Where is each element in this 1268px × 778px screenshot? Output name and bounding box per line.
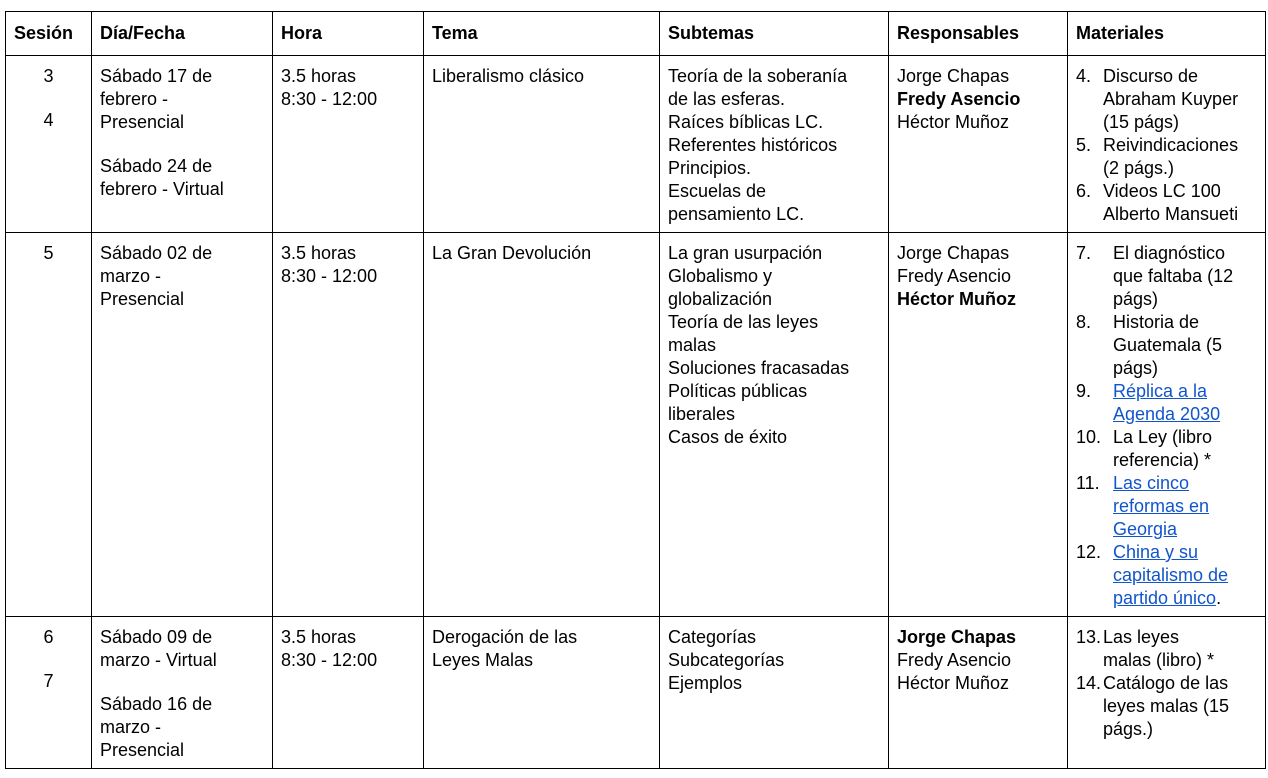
item-number: 12. — [1076, 542, 1102, 562]
cell-tema — [424, 617, 660, 769]
responsable-name: Jorge Chapas — [897, 243, 1010, 263]
materials-list — [1076, 242, 1257, 610]
cell-fecha — [92, 617, 273, 769]
header-fecha: Día/Fecha — [92, 12, 273, 56]
material-line: Reivindicaciones — [1103, 135, 1239, 155]
item-number: 7. — [1076, 243, 1092, 263]
cell-subtemas — [660, 56, 889, 233]
cell-subtemas — [660, 233, 889, 617]
material-line: (15 págs) — [1103, 112, 1180, 132]
cell-materiales — [1068, 233, 1266, 617]
date-line: Sábado 02 de — [100, 243, 213, 263]
date-line: Sábado 09 de — [100, 627, 213, 647]
item-number: 6. — [1076, 181, 1092, 201]
material-line: Discurso de — [1103, 66, 1199, 86]
material-link[interactable]: Agenda 2030 — [1113, 404, 1221, 424]
item-number: 13. — [1076, 627, 1102, 647]
date-line: Sábado 16 de — [100, 694, 213, 714]
cell-responsables — [889, 233, 1068, 617]
subtema-line: liberales — [668, 404, 736, 424]
subtema-line: Escuelas de — [668, 181, 767, 201]
cell-sesion — [6, 56, 92, 233]
date-line: marzo - — [100, 266, 162, 286]
material-line: que faltaba (12 — [1113, 266, 1234, 286]
hora-line: 8:30 - 12:00 — [281, 650, 378, 670]
material-link[interactable]: China y su — [1113, 542, 1199, 562]
session-number: 6 — [43, 627, 54, 647]
subtema-line: Referentes históricos — [668, 135, 838, 155]
subtema-line: Globalismo y — [668, 266, 773, 286]
date-line: marzo - — [100, 717, 162, 737]
list-item — [1076, 626, 1257, 672]
item-number: 4. — [1076, 66, 1092, 86]
item-number: 10. — [1076, 427, 1102, 447]
material-link[interactable]: Las cinco — [1113, 473, 1190, 493]
cell-responsables — [889, 617, 1068, 769]
item-number: 5. — [1076, 135, 1092, 155]
cell-fecha — [92, 56, 273, 233]
material-line: Historia de — [1113, 312, 1200, 332]
list-item — [1076, 426, 1257, 472]
header-responsables: Responsables — [889, 12, 1068, 56]
responsable-name: Fredy Asencio — [897, 266, 1012, 286]
subtema-line: Políticas públicas — [668, 381, 808, 401]
tema-line: Derogación de las — [432, 627, 578, 647]
subtema-line: de las esferas. — [668, 89, 786, 109]
cell-tema — [424, 56, 660, 233]
cell-sesion — [6, 617, 92, 769]
item-number: 8. — [1076, 312, 1092, 332]
tema-line: Leyes Malas — [432, 650, 534, 670]
responsable-name: Héctor Muñoz — [897, 673, 1010, 693]
session-number: 4 — [43, 110, 54, 130]
responsable-name: Héctor Muñoz — [897, 289, 1016, 309]
date-line: marzo - Virtual — [100, 650, 217, 670]
cell-hora — [273, 617, 424, 769]
material-line: El diagnóstico — [1113, 243, 1226, 263]
material-line: referencia) * — [1113, 450, 1212, 470]
material-line: Alberto Mansueti — [1103, 204, 1239, 224]
header-materiales: Materiales — [1068, 12, 1266, 56]
material-line: malas (libro) * — [1103, 650, 1215, 670]
subtema-line: Teoría de las leyes — [668, 312, 819, 332]
cell-tema — [424, 233, 660, 617]
date-line: febrero - — [100, 89, 169, 109]
material-line: La Ley (libro — [1113, 427, 1213, 447]
header-sesion: Sesión — [6, 12, 92, 56]
subtema-line: malas — [668, 335, 717, 355]
item-number: 11. — [1076, 473, 1100, 493]
list-item — [1076, 242, 1257, 311]
responsable-name: Jorge Chapas — [897, 66, 1010, 86]
table-row — [6, 617, 1266, 769]
responsable-name: Héctor Muñoz — [897, 112, 1010, 132]
list-item — [1076, 472, 1257, 541]
materials-list — [1076, 626, 1257, 741]
hora-line: 8:30 - 12:00 — [281, 89, 378, 109]
date-line: Presencial — [100, 740, 185, 760]
date-line: Sábado 17 de — [100, 66, 213, 86]
cell-fecha — [92, 233, 273, 617]
table-row — [6, 233, 1266, 617]
material-line: Abraham Kuyper — [1103, 89, 1239, 109]
subtema-line: pensamiento LC. — [668, 204, 805, 224]
subtema-line: Principios. — [668, 158, 752, 178]
list-item — [1076, 134, 1257, 180]
subtema-line: Categorías — [668, 627, 757, 647]
material-link[interactable]: Georgia — [1113, 519, 1178, 539]
header-subtemas: Subtemas — [660, 12, 889, 56]
date-line: Presencial — [100, 112, 185, 132]
session-number: 3 — [43, 66, 54, 86]
hora-line: 8:30 - 12:00 — [281, 266, 378, 286]
date-line: Sábado 24 de — [100, 156, 213, 176]
subtema-line: Subcategorías — [668, 650, 785, 670]
material-link[interactable]: Réplica a la — [1113, 381, 1208, 401]
responsable-name: Fredy Asencio — [897, 89, 1021, 109]
header-hora: Hora — [273, 12, 424, 56]
session-number: 5 — [43, 243, 54, 263]
list-item — [1076, 672, 1257, 741]
subtema-line: Casos de éxito — [668, 427, 788, 447]
material-line: págs) — [1113, 358, 1159, 378]
table-row — [6, 56, 1266, 233]
cell-sesion — [6, 233, 92, 617]
hora-line: 3.5 horas — [281, 243, 357, 263]
cell-subtemas — [660, 617, 889, 769]
material-line: Videos LC 100 — [1103, 181, 1221, 201]
cell-responsables — [889, 56, 1068, 233]
session-number: 7 — [43, 671, 54, 691]
header-row — [6, 12, 1266, 56]
subtema-line: Teoría de la soberanía — [668, 66, 848, 86]
subtema-line: globalización — [668, 289, 773, 309]
material-link[interactable]: reformas en — [1113, 496, 1210, 516]
responsable-name: Fredy Asencio — [897, 650, 1012, 670]
material-line: Las leyes — [1103, 627, 1180, 647]
list-item — [1076, 311, 1257, 380]
material-line: págs.) — [1103, 719, 1154, 739]
subtema-line: La gran usurpación — [668, 243, 823, 263]
responsable-name: Jorge Chapas — [897, 627, 1017, 647]
material-link[interactable]: capitalismo de — [1113, 565, 1229, 585]
item-number: 9. — [1076, 381, 1092, 401]
material-line: leyes malas (15 — [1103, 696, 1230, 716]
material-line: págs) — [1113, 289, 1159, 309]
list-item — [1076, 180, 1257, 226]
date-line: Presencial — [100, 289, 185, 309]
hora-line: 3.5 horas — [281, 66, 357, 86]
list-item — [1076, 380, 1257, 426]
material-link[interactable]: partido único — [1113, 588, 1217, 608]
subtema-line: Soluciones fracasadas — [668, 358, 850, 378]
cell-hora — [273, 233, 424, 617]
material-line: Guatemala (5 — [1113, 335, 1223, 355]
subtema-line: Raíces bíblicas LC. — [668, 112, 824, 132]
cell-materiales — [1068, 56, 1266, 233]
tema-line: La Gran Devolución — [432, 243, 592, 263]
hora-line: 3.5 horas — [281, 627, 357, 647]
list-item — [1076, 541, 1257, 610]
header-tema: Tema — [424, 12, 660, 56]
cell-hora — [273, 56, 424, 233]
list-item — [1076, 65, 1257, 134]
schedule-table — [5, 11, 1266, 769]
materials-list — [1076, 65, 1257, 226]
material-line: (2 págs.) — [1103, 158, 1175, 178]
link-suffix: . — [1216, 588, 1222, 608]
cell-materiales — [1068, 617, 1266, 769]
material-line: Catálogo de las — [1103, 673, 1229, 693]
subtema-line: Ejemplos — [668, 673, 743, 693]
date-line: febrero - Virtual — [100, 179, 224, 199]
item-number: 14. — [1076, 673, 1102, 693]
tema-line: Liberalismo clásico — [432, 66, 585, 86]
